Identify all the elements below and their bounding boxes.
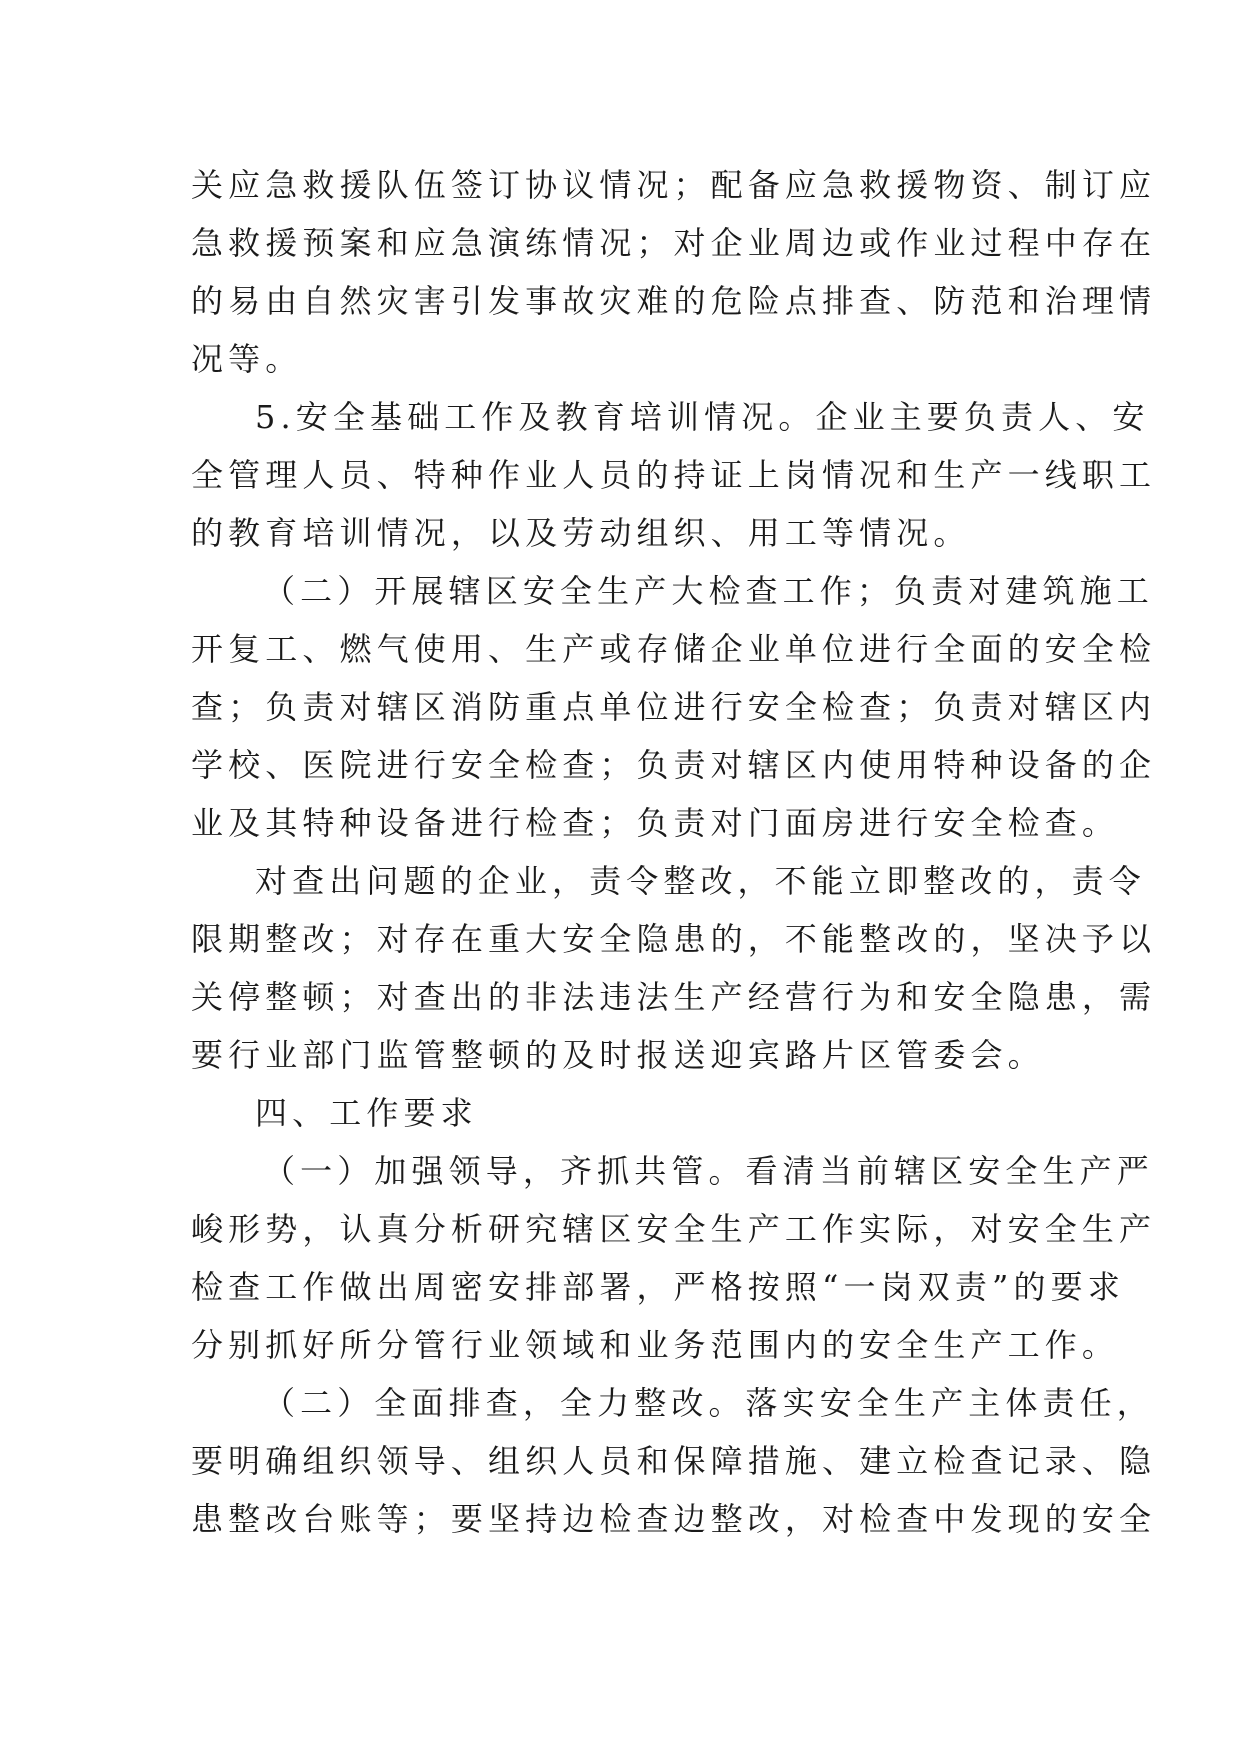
text-line: 要行业部门监管整顿的及时报送迎宾路片区管委会。	[191, 1036, 1045, 1074]
text-line: 的教育培训情况，以及劳动组织、用工等情况。	[191, 514, 971, 552]
paragraph-start-line: （二）开展辖区安全生产大检查工作；负责对建筑施工	[263, 572, 1154, 610]
text-line: 急救援预案和应急演练情况；对企业周边或作业过程中存在	[191, 224, 1157, 262]
text-line: 全管理人员、特种作业人员的持证上岗情况和生产一线职工	[191, 456, 1157, 494]
text-line: 查；负责对辖区消防重点单位进行安全检查；负责对辖区内	[191, 688, 1157, 726]
text-line: 检查工作做出周密安排部署，严格按照“一岗双责”的要求	[191, 1268, 1125, 1306]
text-line: 峻形势，认真分析研究辖区安全生产工作实际，对安全生产	[191, 1210, 1157, 1248]
paragraph-start-line: （二）全面排查，全力整改。落实安全生产主体责任，	[263, 1384, 1154, 1422]
document-body	[191, 156, 1157, 1548]
text-line: 业及其特种设备进行检查；负责对门面房进行安全检查。	[191, 804, 1120, 842]
paragraph-start-line: （一）加强领导，齐抓共管。看清当前辖区安全生产严	[263, 1152, 1154, 1190]
text-line: 关应急救援队伍签订协议情况；配备应急救援物资、制订应	[191, 166, 1157, 204]
text-line: 学校、医院进行安全检查；负责对辖区内使用特种设备的企	[191, 746, 1157, 784]
text-line: 关停整顿；对查出的非法违法生产经营行为和安全隐患，需	[191, 978, 1157, 1016]
text-line: 限期整改；对存在重大安全隐患的，不能整改的，坚决予以	[191, 920, 1157, 958]
paragraph-start-line: 5.安全基础工作及教育培训情况。企业主要负责人、安	[255, 398, 1150, 436]
text-line: 况等。	[191, 340, 303, 378]
text-line: 的易由自然灾害引发事故灾难的危险点排查、防范和治理情	[191, 282, 1157, 320]
paragraph-start-line: 对查出问题的企业，责令整改，不能立即整改的，责令	[255, 862, 1146, 900]
text-line: 开复工、燃气使用、生产或存储企业单位进行全面的安全检	[191, 630, 1157, 668]
text-line: 要明确组织领导、组织人员和保障措施、建立检查记录、隐	[191, 1442, 1157, 1480]
text-line: 患整改台账等；要坚持边检查边整改，对检查中发现的安全	[191, 1500, 1157, 1538]
section-heading: 四、工作要求	[255, 1094, 478, 1132]
text-line: 分别抓好所分管行业领域和业务范围内的安全生产工作。	[191, 1326, 1120, 1364]
